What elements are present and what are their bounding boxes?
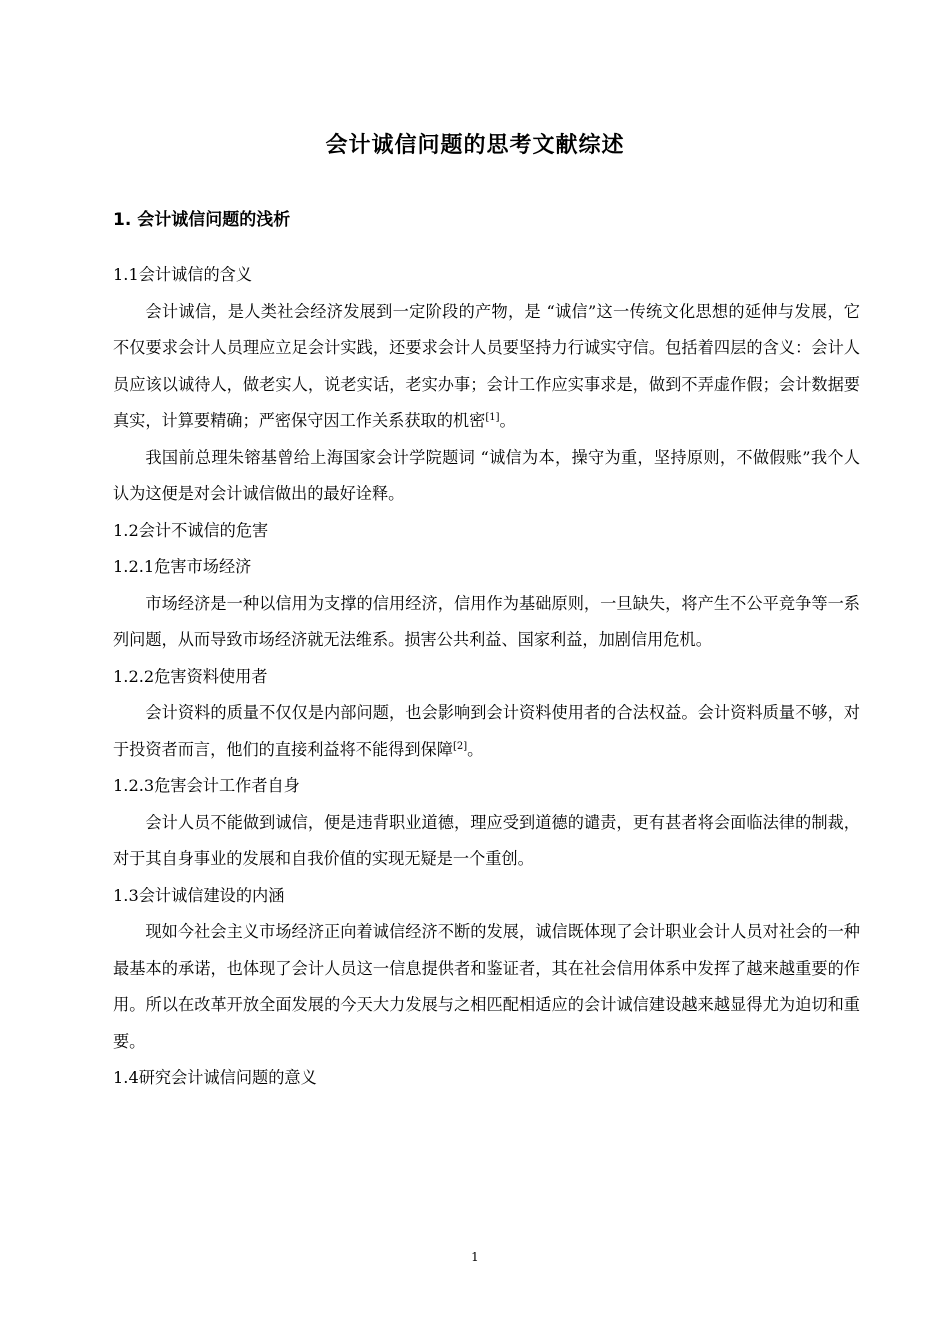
paragraph-text: 会计资料的质量不仅仅是内部问题，也会影响到会计资料使用者的合法权益。会计资料质量不够，对于投资者而言，他们的直接利益将不能得到保障: [113, 703, 860, 759]
citation-ref: [2]: [452, 740, 468, 752]
paragraph-integrity-construction: 现如今社会主义市场经济正向着诚信经济不断的发展，诚信既体现了会计职业会计人员对社会的一种最基本的承诺，也体现了会计人员这一信息提供者和鉴证者，其在社会信用体系中发挥了越来越重要的作用。所以在改革开放全面发展的今天大力发展与之相匹配相适应的会计诚信建设越来越显得尤为迫切和重要。: [113, 922, 860, 1051]
section-heading-1-3: 1.3会计诚信建设的内涵: [113, 885, 285, 905]
paragraph-market-economy: 市场经济是一种以信用为支撑的信用经济，信用作为基础原则，一旦缺失，将产生不公平竞争等一系列问题，从而导致市场经济就无法维系。损害公共利益、国家利益，加剧信用危机。: [113, 593, 860, 649]
paragraph-data-users: [113, 695, 860, 768]
section-heading-1: 1. 会计诚信问题的浅析: [113, 210, 291, 230]
document-body: [113, 257, 860, 1097]
section-heading-1-2-2: 1.2.2危害资料使用者: [113, 666, 268, 686]
section-heading-1-2: 1.2会计不诚信的危害: [113, 520, 269, 540]
section-heading-1-1: 1.1会计诚信的含义: [113, 265, 253, 284]
paragraph-tail: 。: [467, 739, 484, 759]
paragraph-tail: 。: [499, 411, 516, 430]
paragraph-accountant-self: 会计人员不能做到诚信，便是违背职业道德，理应受到道德的谴责，更有甚者将会面临法律的制裁，对于其自身事业的发展和自我价值的实现无疑是一个重创。: [113, 812, 860, 868]
section-heading-1-2-1: 1.2.1危害市场经济: [113, 557, 252, 576]
citation-ref: [1]: [485, 412, 500, 423]
section-heading-1-2-3: 1.2.3危害会计工作者自身: [113, 776, 300, 795]
document-title: 会计诚信问题的思考文献综述: [325, 133, 625, 158]
paragraph-zhu-rongji-quote: 我国前总理朱镕基曾给上海国家会计学院题词 “诚信为本，操守为重，坚持原则，不做假账”我个人认为这便是对会计诚信做出的最好诠释。: [113, 447, 860, 503]
paragraph-text: 会计诚信，是人类社会经济发展到一定阶段的产物，是 “诚信”这一传统文化思想的延伸与发展，它不仅要求会计人员理应立足会计实践，还要求会计人员要坚持力行诚实守信。包括着四层的含义：会计人员应该以诚待人，做老实人，说老实话，老实办事；会计工作应实事求是，做到不弄虚作假；会计数据要真实，计算要精确；严密保守因工作关系获取的机密: [113, 301, 860, 430]
page-number: 1: [471, 1250, 479, 1264]
section-heading-1-4: 1.4研究会计诚信问题的意义: [113, 1068, 317, 1087]
paragraph-accounting-integrity-meaning: [113, 294, 860, 440]
